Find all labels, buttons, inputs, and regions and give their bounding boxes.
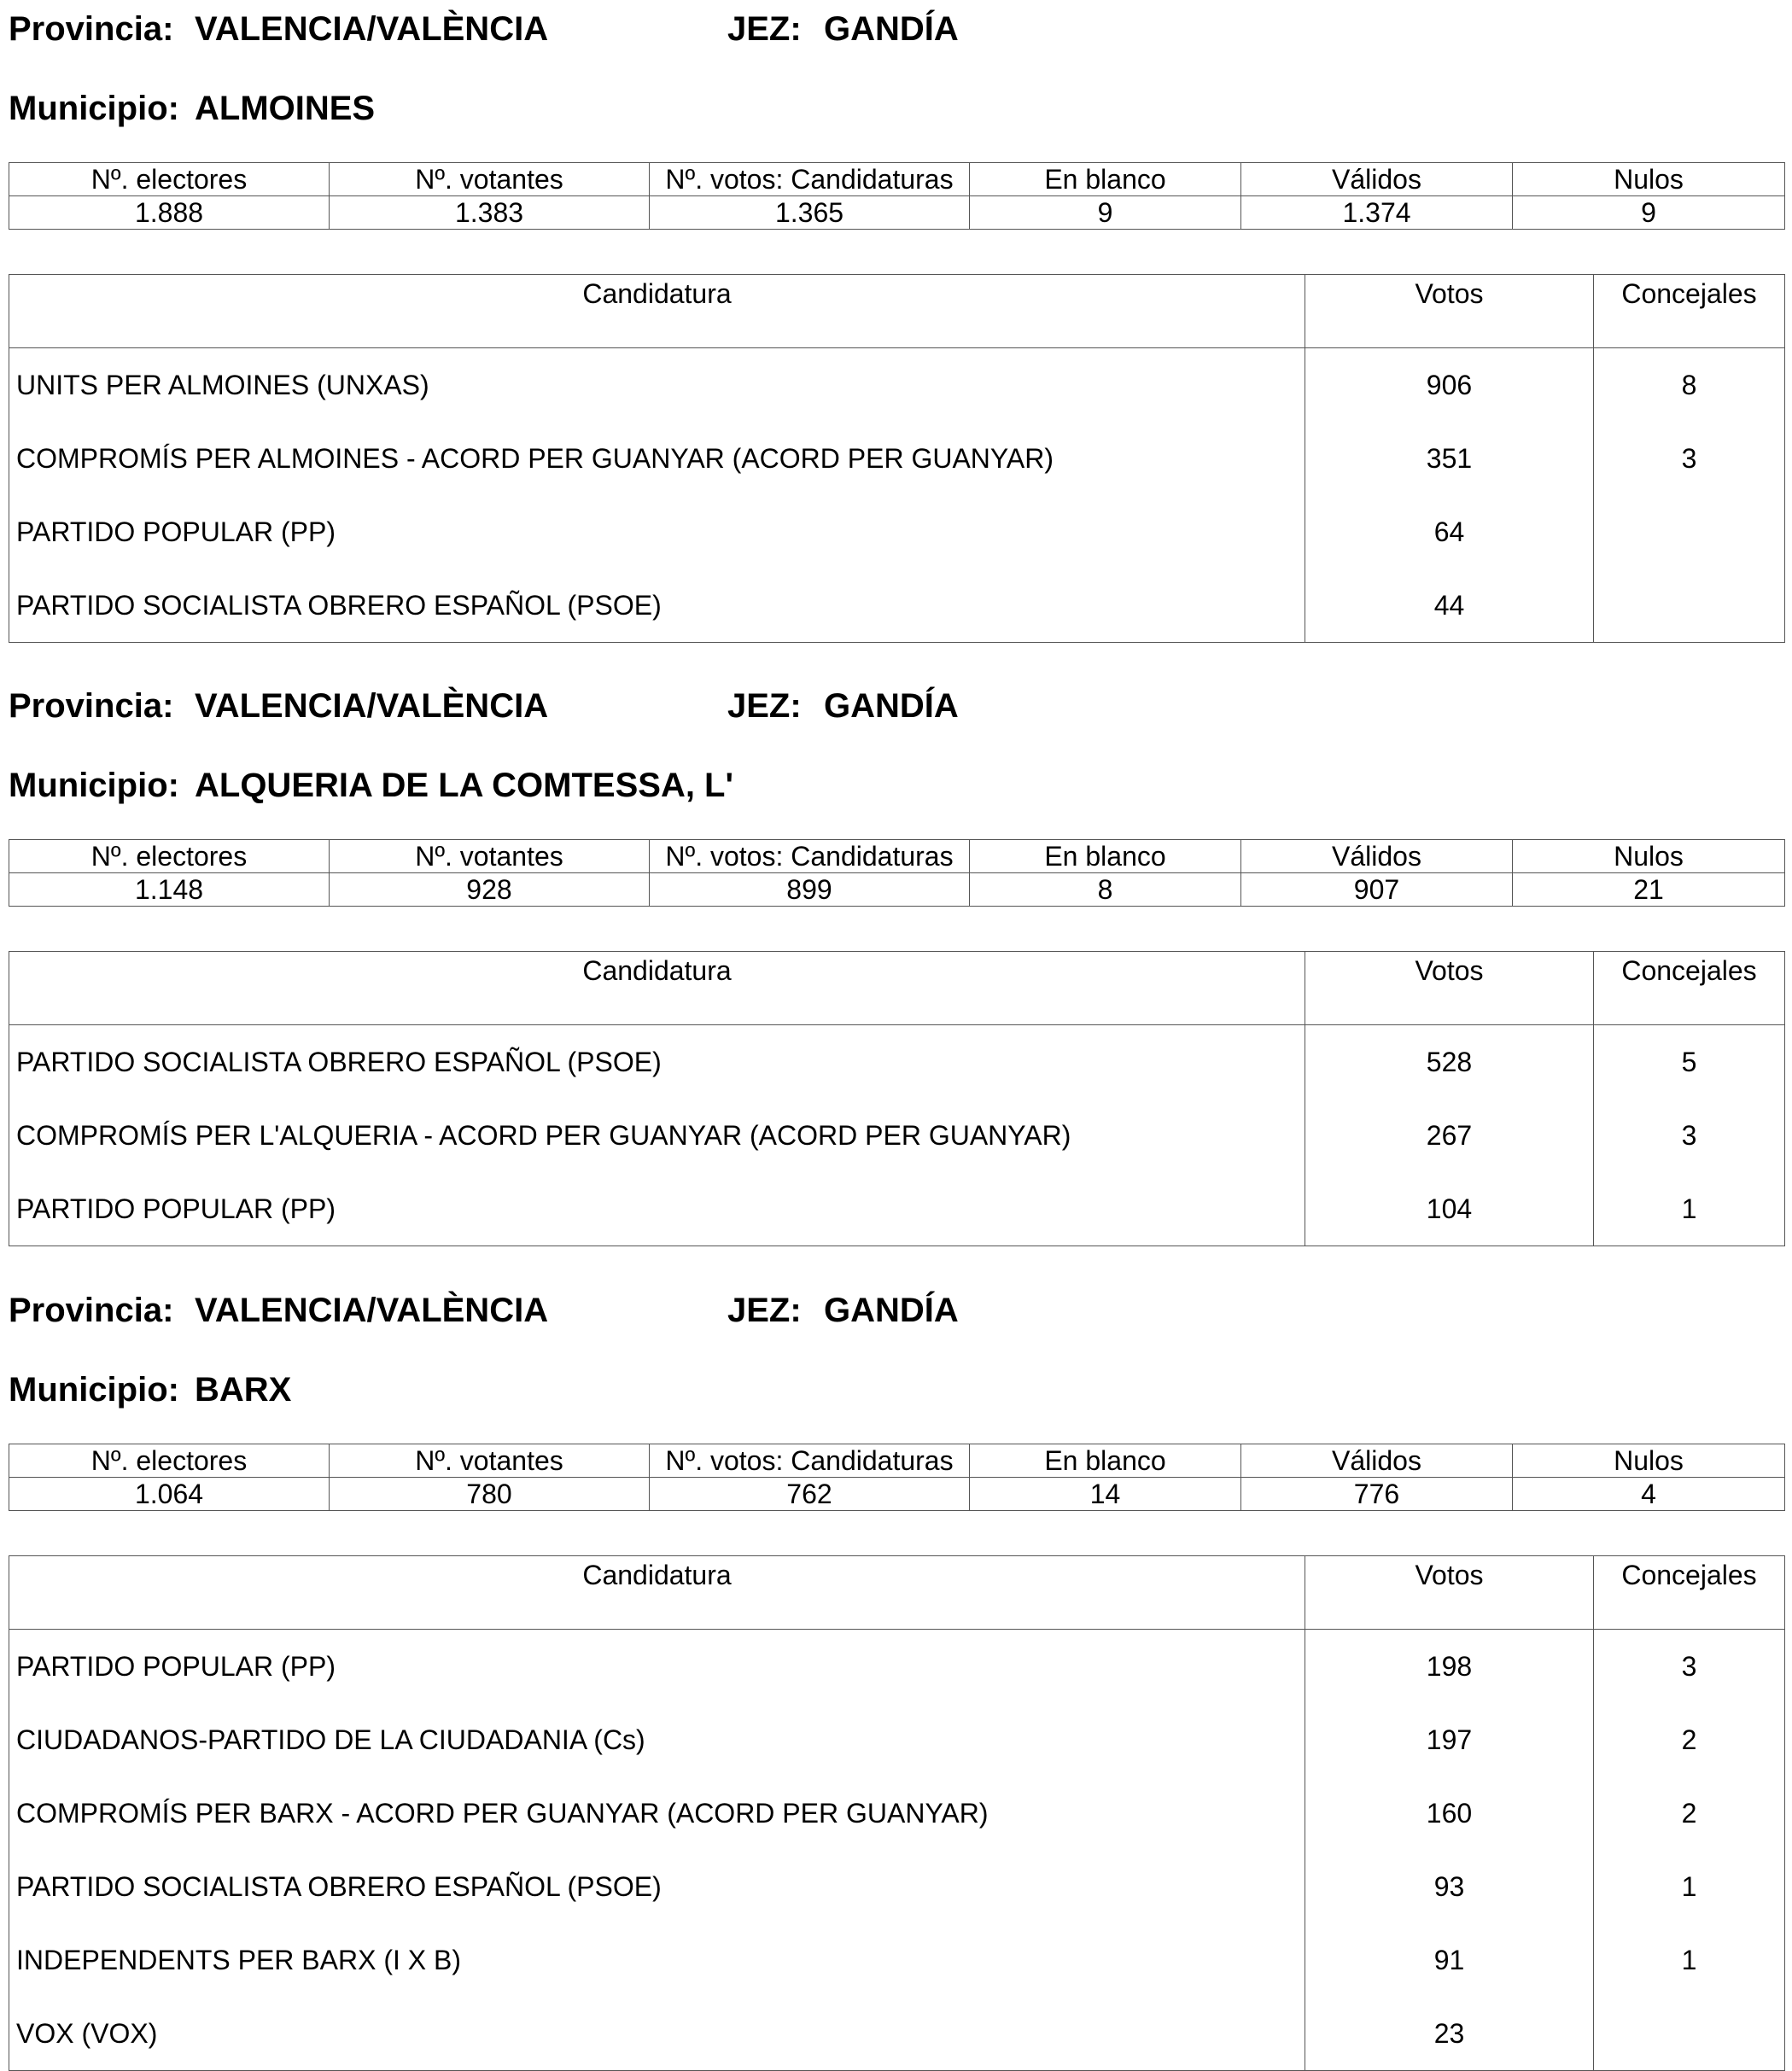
- provincia-label: Provincia:: [9, 1292, 174, 1329]
- stats-value-cell: 1.064: [9, 1478, 330, 1511]
- candidatura-concejales: 3: [1594, 1630, 1785, 1704]
- candidatura-votos: 91: [1305, 1923, 1594, 1997]
- candidatura-name: CIUDADANOS-PARTIDO DE LA CIUDADANIA (Cs): [9, 1703, 1305, 1776]
- candidaturas-table: [9, 1555, 1785, 2071]
- candidatura-row: [9, 348, 1785, 423]
- stats-table: [9, 162, 1785, 230]
- candidatura-votos: 44: [1305, 569, 1594, 643]
- stats-value-cell: 1.365: [650, 196, 970, 230]
- jez-value: GANDÍA: [824, 1292, 959, 1329]
- candidaturas-table: [9, 951, 1785, 1246]
- stats-value-cell: 928: [330, 873, 650, 907]
- candidatura-votos: 197: [1305, 1703, 1594, 1776]
- candidatura-concejales: 1: [1594, 1850, 1785, 1923]
- stats-header-cell: Nº. electores: [9, 1444, 330, 1478]
- candidaturas-header-cell: Candidatura: [9, 275, 1305, 348]
- candidatura-row: [9, 569, 1785, 643]
- provincia-label: Provincia:: [9, 10, 174, 48]
- stats-header-cell: Nº. votos: Candidaturas: [650, 840, 970, 873]
- stats-header-cell: Válidos: [1241, 1444, 1513, 1478]
- candidaturas-header-cell: Concejales: [1594, 952, 1785, 1025]
- stats-header-cell: Nulos: [1513, 840, 1785, 873]
- stats-header-cell: Nº. votantes: [330, 1444, 650, 1478]
- candidatura-name: COMPROMÍS PER L'ALQUERIA - ACORD PER GUANYAR (ACORD PER GUANYAR): [9, 1099, 1305, 1172]
- candidatura-votos: 23: [1305, 1997, 1594, 2071]
- candidatura-votos: 528: [1305, 1025, 1594, 1100]
- candidatura-row: [9, 1172, 1785, 1246]
- candidatura-concejales: 5: [1594, 1025, 1785, 1100]
- stats-header-cell: En blanco: [970, 163, 1241, 196]
- candidaturas-header-cell: Candidatura: [9, 1556, 1305, 1630]
- candidatura-concejales: 1: [1594, 1172, 1785, 1246]
- candidatura-concejales: 3: [1594, 1099, 1785, 1172]
- municipality-section: [0, 0, 1792, 674]
- jez-value: GANDÍA: [824, 10, 959, 48]
- candidatura-concejales: 1: [1594, 1923, 1785, 1997]
- candidatura-concejales: 2: [1594, 1703, 1785, 1776]
- stats-header-cell: Nulos: [1513, 1444, 1785, 1478]
- provincia-value: VALENCIA/VALÈNCIA: [195, 1292, 549, 1329]
- stats-value-cell: 776: [1241, 1478, 1513, 1511]
- stats-header-cell: Nº. votantes: [330, 840, 650, 873]
- municipio-value: BARX: [195, 1371, 292, 1409]
- stats-value-cell: 762: [650, 1478, 970, 1511]
- stats-value-cell: 907: [1241, 873, 1513, 907]
- candidaturas-header-row: [9, 1556, 1785, 1630]
- candidatura-row: [9, 1776, 1785, 1850]
- municipio-value: ALMOINES: [195, 90, 376, 127]
- stats-value-cell: 780: [330, 1478, 650, 1511]
- jez-label: JEZ:: [727, 687, 802, 725]
- candidaturas-header-row: [9, 952, 1785, 1025]
- jez-label: JEZ:: [727, 1292, 802, 1329]
- candidatura-row: [9, 1997, 1785, 2071]
- candidatura-concejales: [1594, 1997, 1785, 2071]
- candidatura-concejales: 3: [1594, 422, 1785, 495]
- candidatura-name: COMPROMÍS PER BARX - ACORD PER GUANYAR (ACORD PER GUANYAR): [9, 1776, 1305, 1850]
- stats-header-cell: Válidos: [1241, 840, 1513, 873]
- stats-table: [9, 1444, 1785, 1511]
- municipio-label: Municipio:: [9, 90, 179, 127]
- stats-value-cell: 8: [970, 873, 1241, 907]
- jez-label: JEZ:: [727, 10, 802, 48]
- candidatura-votos: 64: [1305, 495, 1594, 569]
- candidatura-row: [9, 1923, 1785, 1997]
- candidatura-row: [9, 1850, 1785, 1923]
- candidaturas-header-cell: Votos: [1305, 952, 1594, 1025]
- candidatura-row: [9, 495, 1785, 569]
- candidatura-name: PARTIDO POPULAR (PP): [9, 1630, 1305, 1704]
- candidatura-name: PARTIDO POPULAR (PP): [9, 1172, 1305, 1246]
- stats-header-cell: Nº. votos: Candidaturas: [650, 1444, 970, 1478]
- stats-header-cell: En blanco: [970, 1444, 1241, 1478]
- candidatura-row: [9, 1630, 1785, 1704]
- stats-header-row: [9, 840, 1785, 873]
- stats-value-cell: 1.148: [9, 873, 330, 907]
- municipality-section: [0, 1281, 1792, 2049]
- candidatura-votos: 198: [1305, 1630, 1594, 1704]
- candidatura-concejales: 2: [1594, 1776, 1785, 1850]
- stats-value-cell: 899: [650, 873, 970, 907]
- municipio-value: ALQUERIA DE LA COMTESSA, L': [195, 767, 733, 804]
- candidatura-concejales: [1594, 569, 1785, 643]
- stats-header-cell: Nulos: [1513, 163, 1785, 196]
- municipio-label: Municipio:: [9, 1371, 179, 1409]
- jez-value: GANDÍA: [824, 687, 959, 725]
- stats-value-row: [9, 196, 1785, 230]
- candidatura-votos: 906: [1305, 348, 1594, 423]
- candidatura-name: UNITS PER ALMOINES (UNXAS): [9, 348, 1305, 423]
- stats-header-cell: Válidos: [1241, 163, 1513, 196]
- stats-value-cell: 9: [970, 196, 1241, 230]
- candidatura-votos: 93: [1305, 1850, 1594, 1923]
- stats-value-cell: 1.888: [9, 196, 330, 230]
- stats-header-cell: Nº. votos: Candidaturas: [650, 163, 970, 196]
- provincia-label: Provincia:: [9, 687, 174, 725]
- stats-table: [9, 839, 1785, 907]
- candidatura-name: COMPROMÍS PER ALMOINES - ACORD PER GUANYAR (ACORD PER GUANYAR): [9, 422, 1305, 495]
- candidaturas-header-cell: Concejales: [1594, 275, 1785, 348]
- candidatura-concejales: [1594, 495, 1785, 569]
- candidatura-votos: 351: [1305, 422, 1594, 495]
- provincia-value: VALENCIA/VALÈNCIA: [195, 687, 549, 725]
- provincia-value: VALENCIA/VALÈNCIA: [195, 10, 549, 48]
- candidatura-name: INDEPENDENTS PER BARX (I X B): [9, 1923, 1305, 1997]
- candidaturas-header-cell: Votos: [1305, 1556, 1594, 1630]
- candidatura-name: PARTIDO POPULAR (PP): [9, 495, 1305, 569]
- stats-value-cell: 1.374: [1241, 196, 1513, 230]
- candidatura-row: [9, 422, 1785, 495]
- stats-value-cell: 14: [970, 1478, 1241, 1511]
- stats-header-cell: En blanco: [970, 840, 1241, 873]
- candidatura-name: PARTIDO SOCIALISTA OBRERO ESPAÑOL (PSOE): [9, 569, 1305, 643]
- candidatura-row: [9, 1703, 1785, 1776]
- candidatura-concejales: 8: [1594, 348, 1785, 423]
- stats-value-cell: 1.383: [330, 196, 650, 230]
- stats-value-cell: 4: [1513, 1478, 1785, 1511]
- stats-value-row: [9, 1478, 1785, 1511]
- candidatura-row: [9, 1099, 1785, 1172]
- candidaturas-header-cell: Votos: [1305, 275, 1594, 348]
- candidaturas-table: [9, 274, 1785, 643]
- candidatura-row: [9, 1025, 1785, 1100]
- stats-header-row: [9, 163, 1785, 196]
- candidatura-name: PARTIDO SOCIALISTA OBRERO ESPAÑOL (PSOE): [9, 1850, 1305, 1923]
- stats-value-cell: 9: [1513, 196, 1785, 230]
- candidatura-name: VOX (VOX): [9, 1997, 1305, 2071]
- stats-header-cell: Nº. electores: [9, 840, 330, 873]
- municipality-section: [0, 677, 1792, 1351]
- stats-header-cell: Nº. electores: [9, 163, 330, 196]
- candidaturas-header-cell: Concejales: [1594, 1556, 1785, 1630]
- candidaturas-header-row: [9, 275, 1785, 348]
- candidatura-votos: 267: [1305, 1099, 1594, 1172]
- stats-header-cell: Nº. votantes: [330, 163, 650, 196]
- candidatura-votos: 160: [1305, 1776, 1594, 1850]
- candidatura-votos: 104: [1305, 1172, 1594, 1246]
- stats-value-row: [9, 873, 1785, 907]
- stats-header-row: [9, 1444, 1785, 1478]
- stats-value-cell: 21: [1513, 873, 1785, 907]
- candidaturas-header-cell: Candidatura: [9, 952, 1305, 1025]
- candidatura-name: PARTIDO SOCIALISTA OBRERO ESPAÑOL (PSOE): [9, 1025, 1305, 1100]
- municipio-label: Municipio:: [9, 767, 179, 804]
